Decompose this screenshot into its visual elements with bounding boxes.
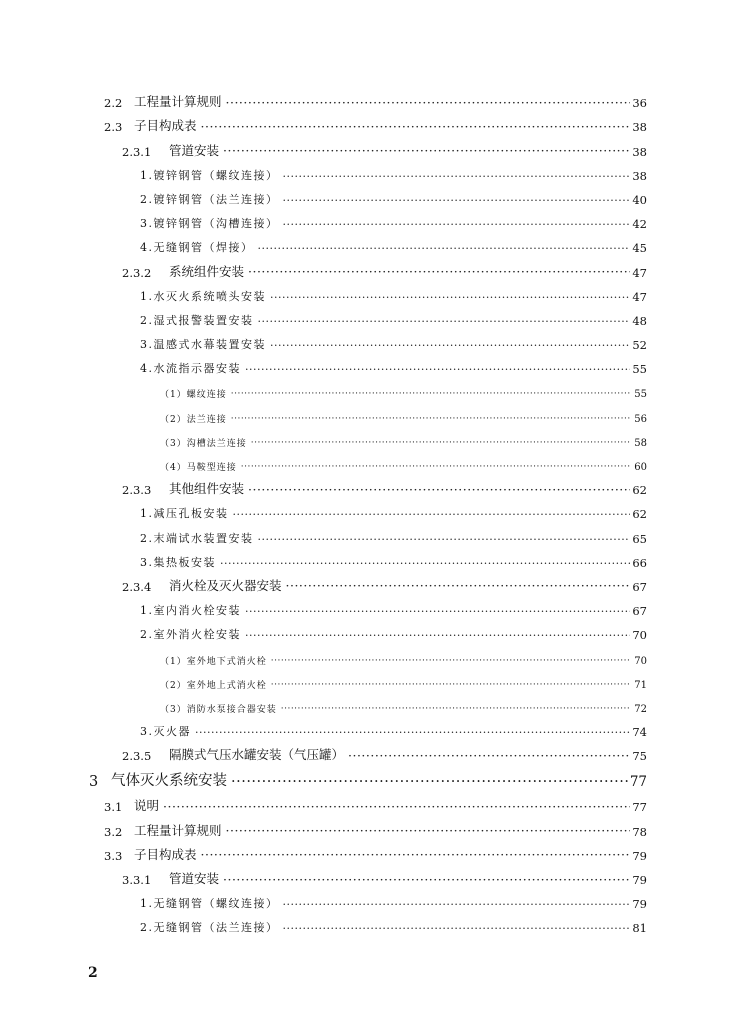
toc-entry-page: 67 [632, 604, 647, 619]
toc-entry-page: 79 [632, 897, 647, 912]
toc-entry-title: 说明 [134, 798, 160, 814]
toc-entry-title: 2.湿式报警装置安装 [140, 313, 254, 327]
toc-dot-leader [270, 292, 630, 303]
toc-entry-title: 1.水灭火系统喷头安装 [140, 289, 266, 303]
toc-entry-page: 42 [632, 217, 647, 232]
toc-entry[interactable] [0, 715, 755, 739]
toc-entry-title: （4）马鞍型连接 [160, 463, 237, 473]
toc-entry-title: 管道安装 [169, 142, 220, 158]
toc-entry[interactable] [0, 86, 755, 110]
toc-entry[interactable] [0, 280, 755, 304]
toc-dot-leader [248, 484, 630, 497]
toc-dot-leader [248, 266, 630, 279]
toc-entry-page: 38 [632, 120, 647, 135]
toc-entry-title: 系统组件安装 [169, 263, 245, 279]
toc-entry-page: 55 [634, 389, 647, 401]
toc-dot-leader [163, 801, 630, 814]
toc-entry[interactable] [0, 207, 755, 231]
toc-entry-number: 3.3 [104, 848, 123, 863]
toc-entry[interactable] [0, 691, 755, 715]
toc-entry-number: 3.1 [104, 800, 123, 815]
page-number: 2 [88, 965, 98, 981]
toc-entry-title: 工程量计算规则 [134, 822, 222, 838]
toc-entry-number: 2.3.2 [122, 265, 152, 280]
toc-entry-page: 74 [632, 725, 647, 740]
toc-entry-page: 77 [632, 800, 647, 815]
toc-entry-title: 3.集热板安装 [140, 555, 216, 569]
toc-entry-number: 2.2 [104, 96, 123, 111]
toc-entry[interactable] [0, 887, 755, 911]
toc-dot-leader [226, 825, 631, 838]
toc-entry-page: 78 [632, 824, 647, 839]
toc-entry[interactable] [0, 594, 755, 618]
toc-entry[interactable] [0, 521, 755, 545]
toc-entry-page: 60 [634, 462, 647, 473]
toc-entry-title: 3.灭火器 [140, 725, 191, 739]
toc-entry[interactable] [0, 911, 755, 935]
toc-entry[interactable] [0, 497, 755, 521]
toc-entry-title: （2）室外地上式消火栓 [160, 680, 267, 691]
toc-entry-page: 56 [634, 413, 647, 425]
toc-dot-leader [231, 390, 631, 399]
toc-entry-page: 62 [632, 483, 647, 498]
toc-entry-page: 75 [632, 749, 647, 764]
toc-entry-title: 2.镀锌钢管（法兰连接） [140, 192, 279, 206]
toc-entry[interactable] [0, 449, 755, 473]
toc-dot-leader [220, 558, 630, 569]
toc-entry-number: 2.3.1 [122, 144, 152, 159]
toc-entry-title: （2）法兰连接 [160, 414, 227, 425]
toc-entry[interactable] [0, 134, 755, 158]
toc-entry-page: 79 [632, 848, 647, 863]
toc-dot-leader [271, 657, 631, 666]
toc-entry-page: 40 [632, 192, 647, 207]
toc-dot-leader [245, 630, 630, 641]
toc-dot-leader [283, 219, 631, 230]
toc-entry-page: 81 [632, 921, 647, 936]
toc-entry-number: 3.3.1 [122, 873, 152, 887]
toc-entry[interactable] [0, 110, 755, 134]
toc-entry-page: 67 [632, 579, 647, 594]
toc-entry-page: 52 [632, 338, 647, 353]
toc-dot-leader [201, 121, 631, 134]
toc-entry-page: 71 [634, 679, 647, 691]
toc-dot-leader [201, 849, 631, 862]
toc-dot-leader [283, 923, 631, 934]
toc-dot-leader [271, 681, 631, 690]
toc-entry[interactable] [0, 790, 755, 814]
toc-entry[interactable] [0, 839, 755, 863]
toc-entry-title: 4.无缝钢管（焊接） [140, 241, 254, 255]
toc-dot-leader [223, 874, 630, 887]
toc-entry[interactable] [0, 352, 755, 376]
toc-dot-leader [231, 415, 631, 424]
toc-entry-page: 70 [632, 628, 647, 643]
toc-entry-title: （1）室外地下式消火栓 [160, 656, 267, 667]
toc-entry-title: 1.减压孔板安装 [140, 507, 229, 521]
toc-entry-title: 4.水流指示器安装 [140, 362, 241, 376]
toc-dot-leader [241, 463, 631, 472]
toc-entry[interactable] [0, 376, 755, 400]
toc-entry-title: 3.镀锌钢管（沟槽连接） [140, 217, 279, 231]
toc-entry-title: 2.无缝钢管（法兰连接） [140, 921, 279, 935]
toc-entry[interactable] [0, 570, 755, 594]
toc-dot-leader [270, 340, 630, 351]
toc-entry-page: 48 [632, 313, 647, 328]
toc-entry[interactable] [0, 642, 755, 666]
toc-entry-number: 2.3.3 [122, 483, 152, 498]
toc-entry[interactable] [0, 667, 755, 691]
toc-entry[interactable] [0, 739, 755, 763]
toc-entry-number: 2.3.4 [122, 579, 152, 594]
toc-dot-leader [251, 439, 631, 448]
toc-entry-page: 36 [632, 96, 647, 111]
toc-entry-title: 管道安装 [169, 871, 220, 886]
toc-dot-leader [286, 580, 631, 593]
toc-entry-title: （3）沟槽法兰连接 [160, 438, 247, 449]
toc-dot-leader [245, 364, 630, 375]
toc-entry-page: 45 [632, 241, 647, 256]
toc-entry-title: 子目构成表 [134, 118, 197, 134]
toc-dot-leader [258, 534, 631, 545]
toc-dot-leader [348, 750, 630, 763]
toc-entry-page: 38 [632, 144, 647, 159]
toc-entry-page: 38 [632, 168, 647, 183]
toc-entry-title: 2.室外消火栓安装 [140, 628, 241, 642]
toc-entry-number: 2.3 [104, 120, 123, 135]
toc-dot-leader [226, 97, 631, 110]
toc-dot-leader [281, 705, 631, 714]
toc-entry-page: 62 [632, 507, 647, 522]
toc-entry[interactable] [0, 304, 755, 328]
toc-entry[interactable] [0, 255, 755, 279]
toc-entry[interactable] [0, 400, 755, 424]
toc-entry[interactable] [0, 183, 755, 207]
toc-entry-title: 隔膜式气压水罐安装（气压罐） [169, 747, 345, 763]
toc-entry-number: 3 [89, 774, 99, 791]
toc-entry[interactable] [0, 618, 755, 642]
toc-dot-leader [283, 195, 631, 206]
toc-entry[interactable] [0, 473, 755, 497]
toc-entry[interactable] [0, 231, 755, 255]
toc-entry-page: 58 [634, 437, 647, 449]
toc-entry-title: 工程量计算规则 [134, 94, 222, 110]
toc-entry-title: 2.末端试水装置安装 [140, 531, 254, 545]
toc-dot-leader [223, 145, 630, 158]
toc-entry-page: 66 [632, 555, 647, 570]
toc-dot-leader [245, 606, 630, 617]
toc-entry-title: 1.无缝钢管（螺纹连接） [140, 897, 279, 911]
toc-entry[interactable] [0, 814, 755, 838]
toc-dot-leader [283, 171, 631, 182]
toc-dot-leader [283, 899, 631, 910]
toc-dot-leader [195, 727, 630, 738]
toc-entry-page: 47 [632, 289, 647, 304]
toc-entry-number: 3.2 [104, 824, 123, 839]
toc-entry[interactable] [0, 546, 755, 570]
toc-dot-leader [258, 243, 631, 254]
toc-entry[interactable] [0, 425, 755, 449]
toc-entry-title: （1）螺纹连接 [160, 390, 227, 401]
toc-entry-page: 77 [629, 774, 647, 791]
toc-dot-leader [233, 509, 631, 520]
toc-dot-leader [231, 775, 628, 790]
toc-entry-title: 3.温感式水幕装置安装 [140, 338, 266, 352]
toc-entry[interactable] [0, 328, 755, 352]
toc-entry-page: 55 [632, 362, 647, 377]
toc-entry-page: 72 [634, 703, 647, 715]
toc-entry-chapter[interactable] [0, 763, 755, 790]
toc-entry-title: 子目构成表 [134, 846, 197, 862]
toc-entry-page: 79 [632, 873, 647, 887]
toc-dot-leader [258, 316, 631, 327]
table-of-contents [0, 86, 755, 935]
toc-entry-title: 消火栓及灭火器安装 [169, 577, 282, 593]
toc-entry-page: 70 [634, 655, 647, 667]
toc-entry[interactable] [0, 863, 755, 887]
toc-entry-title: 1.室内消火栓安装 [140, 604, 241, 618]
toc-entry-title: 1.镀锌钢管（螺纹连接） [140, 168, 279, 182]
toc-entry[interactable] [0, 159, 755, 183]
toc-entry-page: 47 [632, 265, 647, 280]
toc-entry-number: 2.3.5 [122, 749, 152, 764]
toc-entry-title: 其他组件安装 [169, 481, 245, 497]
toc-entry-title: （3）消防水泵接合器安装 [160, 704, 277, 715]
toc-entry-title: 气体灭火系统安装 [111, 773, 227, 790]
toc-entry-page: 65 [632, 531, 647, 546]
